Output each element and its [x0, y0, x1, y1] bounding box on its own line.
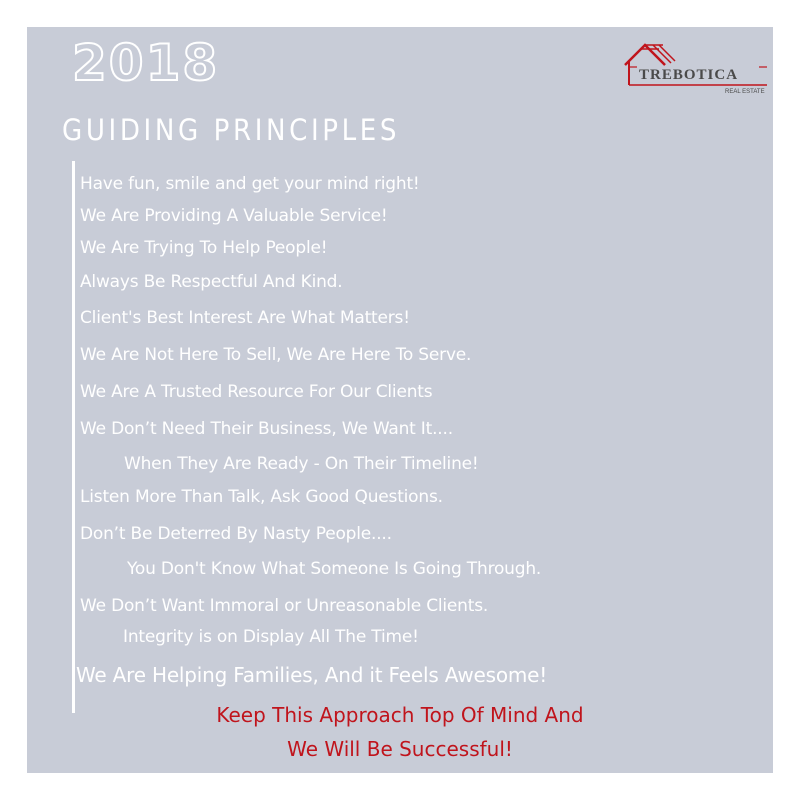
principle-continuation: You Don't Know What Someone Is Going Through.	[127, 559, 542, 579]
principles-card	[27, 27, 773, 773]
principle-item: We Are A Trusted Resource For Our Clients	[80, 382, 433, 402]
closing-line: Keep This Approach Top Of Mind And	[216, 703, 584, 727]
principle-item: We Are Not Here To Sell, We Are Here To Serve.	[80, 345, 472, 365]
principle-item: Client's Best Interest Are What Matters!	[80, 308, 410, 328]
year-heading: 2018	[72, 34, 220, 92]
principle-item: Always Be Respectful And Kind.	[80, 272, 343, 292]
principle-continuation: When They Are Ready - On Their Timeline!	[124, 454, 479, 474]
closing-line: We Will Be Successful!	[287, 737, 513, 761]
principle-item: Don’t Be Deterred By Nasty People....	[80, 524, 392, 544]
page-title: GUIDING PRINCIPLES	[62, 113, 401, 147]
principle-continuation: Integrity is on Display All The Time!	[123, 627, 419, 647]
principle-item: We Are Providing A Valuable Service!	[80, 206, 388, 226]
brand-name: TREBOTICA	[639, 67, 739, 83]
principle-item: We Don’t Need Their Business, We Want It....	[80, 419, 453, 439]
principle-item: We Don’t Want Immoral or Unreasonable Clients.	[80, 596, 489, 616]
principle-item: Listen More Than Talk, Ask Good Questions.	[80, 487, 443, 507]
principle-item-highlight: We Are Helping Families, And it Feels Awesome!	[76, 663, 548, 687]
principles-list	[27, 27, 773, 773]
brand-tagline: REAL ESTATE	[725, 89, 765, 95]
principle-item: We Are Trying To Help People!	[80, 238, 328, 258]
principle-item: Have fun, smile and get your mind right!	[80, 174, 420, 194]
